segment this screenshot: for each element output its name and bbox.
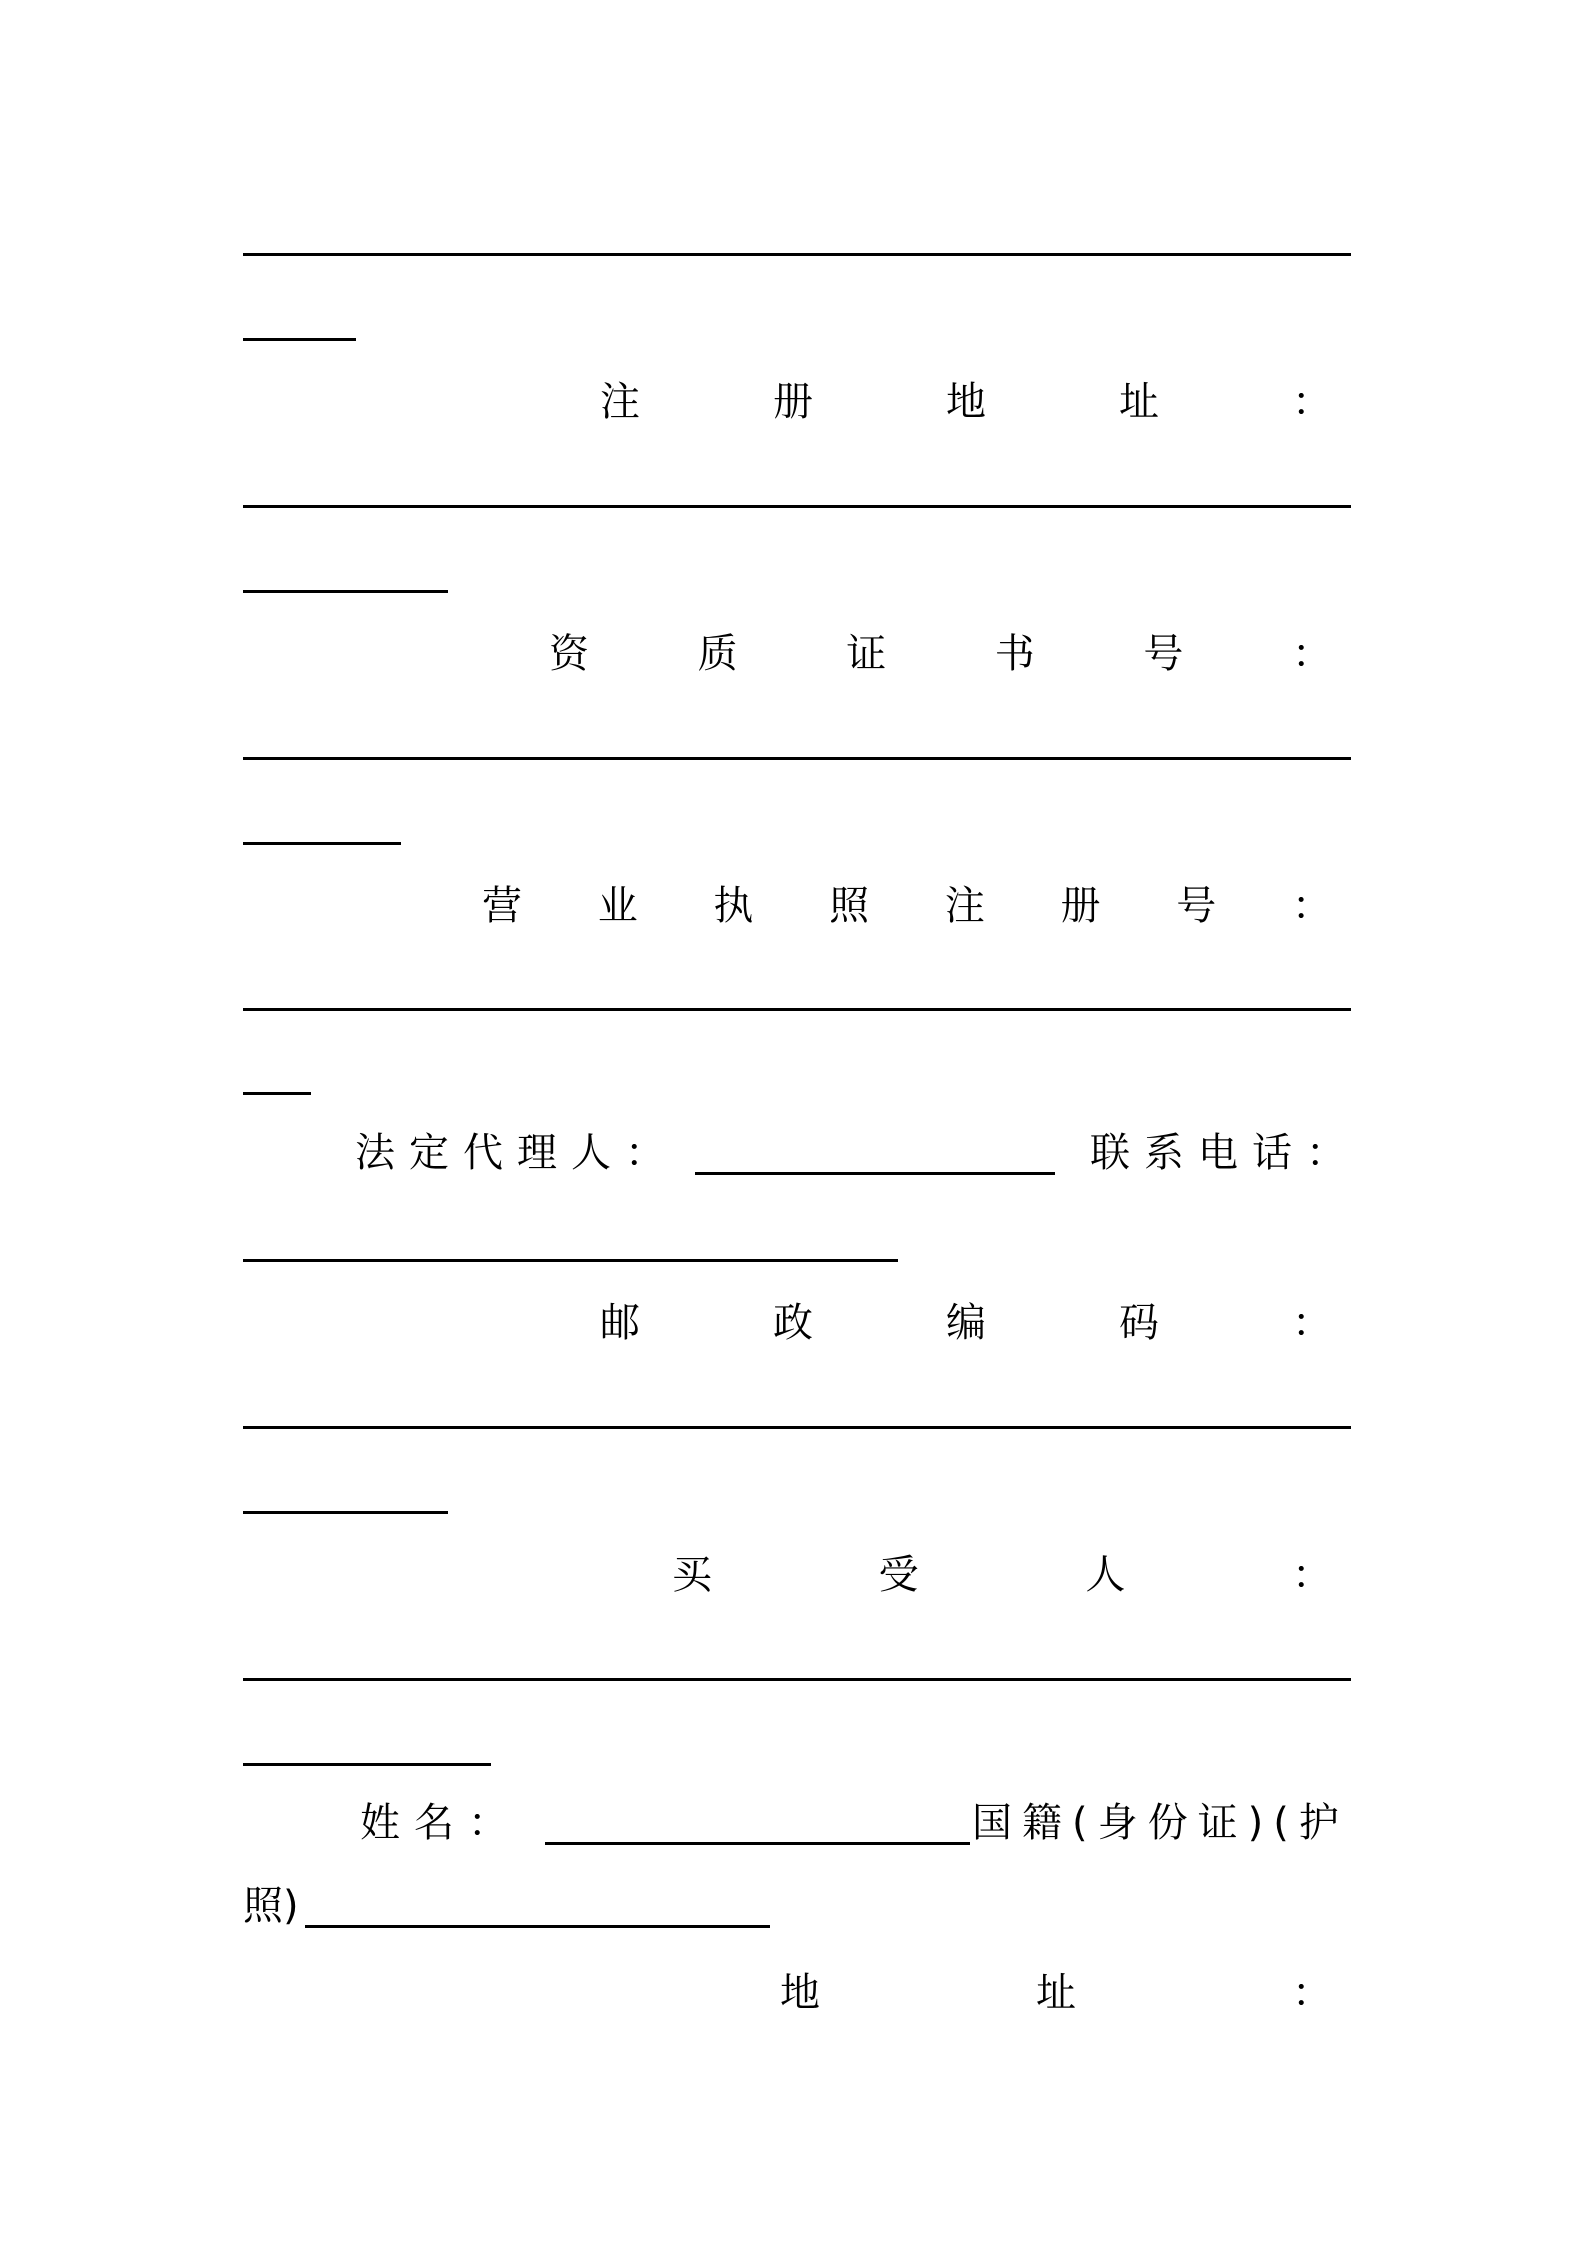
buyer-field[interactable] (243, 1678, 1351, 1681)
buyer-label (672, 1541, 1332, 1601)
label-char: 编 (946, 1299, 986, 1346)
label-colon: ： (1292, 1969, 1332, 2016)
address-label (780, 1959, 1332, 2019)
label-char: 址 (1036, 1969, 1076, 2016)
label-char: 册 (1060, 882, 1101, 929)
qualification-cert-field[interactable] (243, 757, 1351, 760)
buyer-field-tail[interactable] (243, 1763, 491, 1766)
label-char: 地 (780, 1969, 820, 2016)
label-colon: ： (1291, 882, 1332, 929)
underline-row-tail (243, 338, 356, 341)
legal-representative-label: 法定代理人： (355, 1130, 679, 1176)
qualification-cert-field-tail[interactable] (243, 842, 401, 845)
label-char: 证 (846, 630, 887, 677)
label-char: 质 (697, 630, 738, 677)
label-colon: ： (1292, 378, 1332, 425)
label-char: 注 (944, 882, 985, 929)
label-char: 邮 (600, 1299, 640, 1346)
postal-code-label (600, 1289, 1332, 1349)
label-char: 册 (773, 378, 813, 425)
registered-address-field[interactable] (243, 505, 1351, 508)
registered-address-field-tail[interactable] (243, 590, 448, 593)
label-char: 受 (878, 1551, 919, 1598)
business-license-field[interactable] (243, 1008, 1351, 1011)
qualification-cert-label (549, 620, 1332, 680)
name-label: 姓名： (360, 1800, 522, 1846)
label-char: 号 (1176, 882, 1217, 929)
nationality-id-passport-label: 国籍(身份证)(护 (972, 1800, 1349, 1846)
label-char: 营 (482, 882, 522, 929)
label-char: 码 (1119, 1299, 1159, 1346)
label-colon: ： (1292, 1299, 1332, 1346)
label-char: 注 (600, 378, 640, 425)
legal-representative-field[interactable] (695, 1172, 1055, 1175)
label-char: 地 (946, 378, 986, 425)
nationality-id-field[interactable] (305, 1925, 770, 1928)
label-char: 照 (829, 882, 870, 929)
underline-row (243, 253, 1351, 256)
name-field[interactable] (545, 1842, 970, 1845)
label-char: 书 (994, 630, 1035, 677)
contact-phone-label: 联系电话： (1090, 1130, 1360, 1176)
business-license-field-tail[interactable] (243, 1092, 311, 1095)
business-license-label (482, 872, 1332, 932)
label-char: 人 (1085, 1551, 1126, 1598)
registered-address-label (600, 368, 1332, 428)
postal-code-field[interactable] (243, 1426, 1351, 1429)
label-char: 政 (773, 1299, 813, 1346)
contact-phone-field[interactable] (243, 1259, 898, 1262)
label-colon: ： (1291, 1551, 1332, 1598)
label-char: 买 (672, 1551, 712, 1598)
label-char: 执 (713, 882, 754, 929)
label-char: 业 (597, 882, 638, 929)
label-char: 址 (1119, 378, 1159, 425)
passport-label-tail: 照) (243, 1883, 299, 1929)
label-colon: ： (1291, 630, 1332, 677)
label-char: 资 (549, 630, 589, 677)
label-char: 号 (1143, 630, 1184, 677)
postal-code-field-tail[interactable] (243, 1511, 448, 1514)
